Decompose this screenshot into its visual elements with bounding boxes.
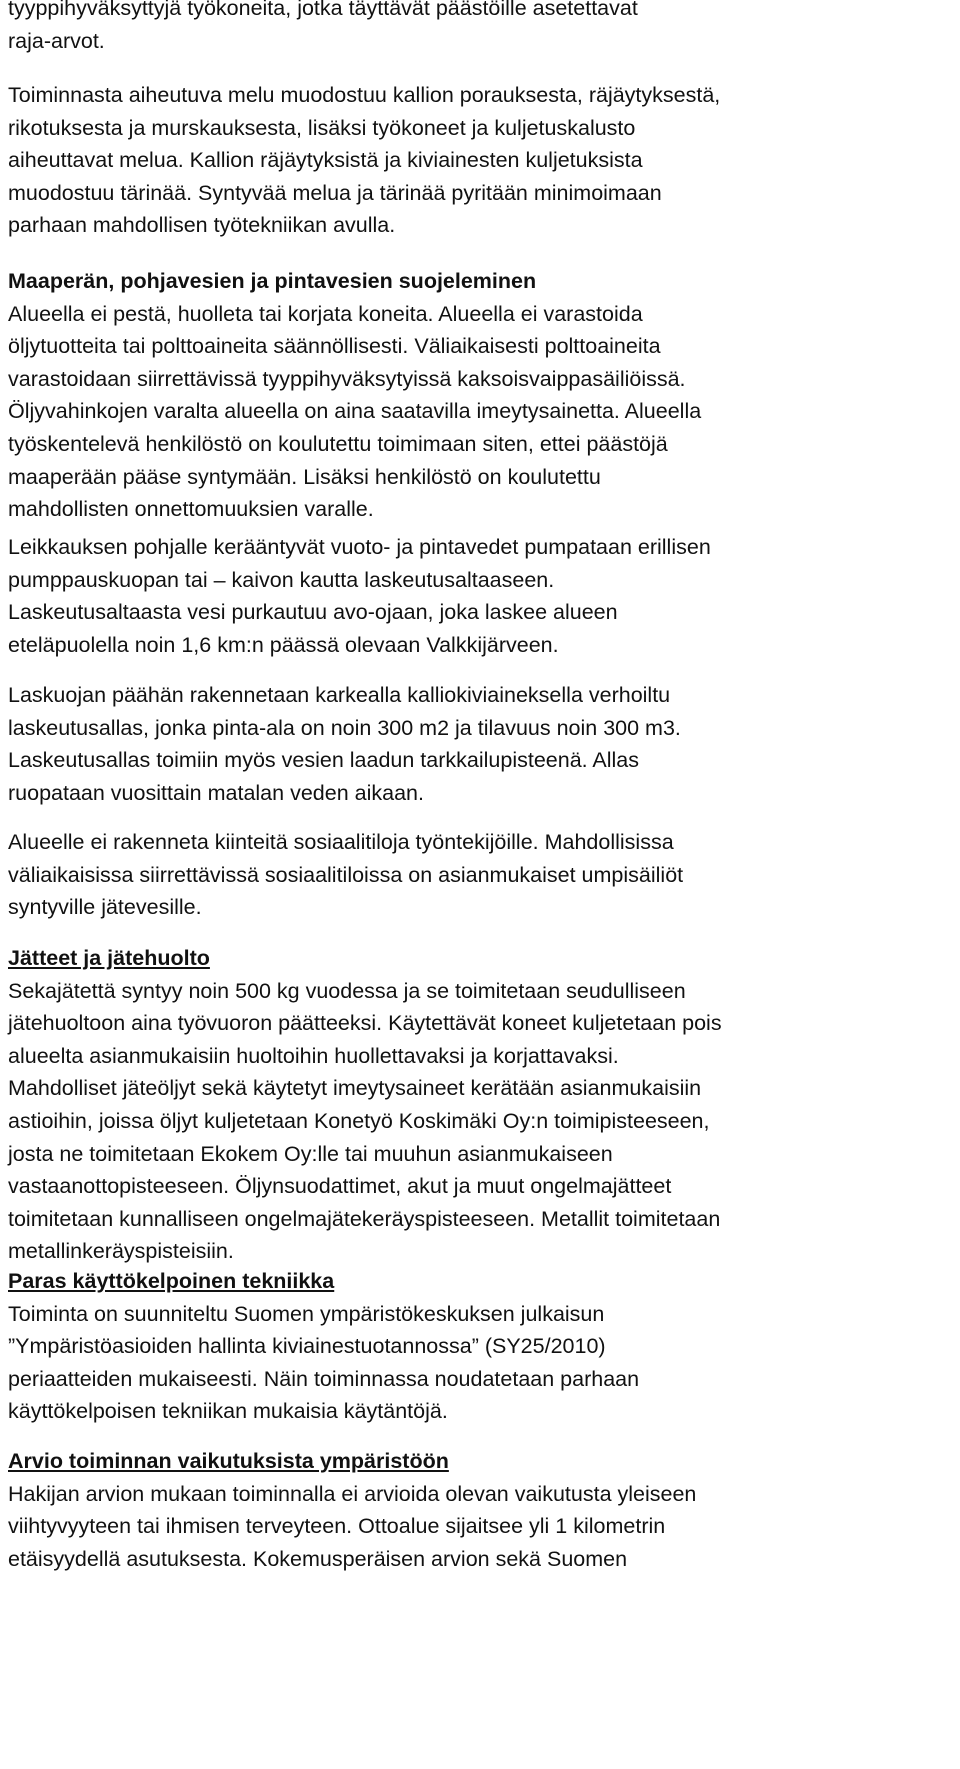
- text-line: mahdollisten onnettomuuksien varalle.: [8, 497, 374, 522]
- text-line: ”Ympäristöasioiden hallinta kiviainestuotannossa” (SY25/2010): [8, 1334, 606, 1359]
- text-line: työskentelevä henkilöstö on koulutettu toimimaan siten, ettei päästöjä: [8, 431, 668, 456]
- text-line: viihtyvyyteen tai ihmisen terveyteen. Ottoalue sijaitsee yli 1 kilometrin: [8, 1514, 666, 1539]
- text-line: pumppauskuopan tai – kaivon kautta laskeutusaltaaseen.: [8, 567, 555, 592]
- text-line: aiheuttavat melua. Kallion räjäytyksistä ja kiviainesten kuljetuksista: [8, 148, 643, 173]
- section-environmental-impact: [8, 1445, 696, 1575]
- text-line: käyttökelpoisen tekniikan mukaisia käytäntöjä.: [8, 1399, 448, 1424]
- text-line: Alueella ei pestä, huolleta tai korjata koneita. Alueella ei varastoida: [8, 301, 643, 326]
- text-line: vastaanottopisteeseen. Öljynsuodattimet, akut ja muut ongelmajätteet: [8, 1174, 672, 1199]
- text-line: josta ne toimitetaan Ekokem Oy:lle tai muuhun asianmukaiseen: [8, 1141, 613, 1166]
- text-line: etäisyydellä asutuksesta. Kokemusperäisen arvion sekä Suomen: [8, 1546, 628, 1571]
- text-line: laskeutusallas, jonka pinta-ala on noin 300 m2 ja tilavuus noin 300 m3.: [8, 715, 681, 740]
- paragraph-settling-basin: [8, 679, 681, 809]
- text-line: varastoidaan siirrettävissä tyyppihyväksytyissä kaksoisvaippasäiliöissä.: [8, 366, 686, 391]
- text-line: jätehuoltoon aina työvuoron päätteeksi. Käytettävät koneet kuljetetaan pois: [8, 1011, 722, 1036]
- text-line: Öljyvahinkojen varalta alueella on aina saatavilla imeytysainetta. Alueella: [8, 399, 702, 424]
- text-line: maaperään pääse syntymään. Lisäksi henkilöstö on koulutettu: [8, 464, 601, 489]
- text-line: muodostuu tärinää. Syntyvää melua ja tärinää pyritään minimoimaan: [8, 180, 662, 205]
- section-heading: Jätteet ja jätehuolto: [8, 946, 210, 970]
- paragraph-noise-vibration: [8, 79, 720, 242]
- paragraph-emissions-end: [8, 0, 638, 57]
- text-line: astioihin, joissa öljyt kuljetetaan Konetyö Koskimäki Oy:n toimipisteeseen,: [8, 1108, 710, 1133]
- section-heading: Paras käyttökelpoinen tekniikka: [8, 1269, 335, 1293]
- text-line: Laskeutusaltaasta vesi purkautuu avo-ojaan, joka laskee alueen: [8, 600, 618, 625]
- text-line: alueelta asianmukaisiin huoltoihin huollettavaksi ja korjattavaksi.: [8, 1043, 619, 1068]
- text-line: toimitetaan kunnalliseen ongelmajätekeräyspisteeseen. Metallit toimitetaan: [8, 1206, 721, 1231]
- text-line: periaatteiden mukaiseesti. Näin toiminnassa noudatetaan parhaan: [8, 1366, 640, 1391]
- section-best-available-technique: [8, 1265, 639, 1428]
- text-line: parhaan mahdollisen työtekniikan avulla.: [8, 213, 396, 238]
- text-line: Alueelle ei rakenneta kiinteitä sosiaalitiloja työntekijöille. Mahdollisissa: [8, 830, 674, 854]
- text-line: Laskuojan päähän rakennetaan karkealla kalliokiviaineksella verhoiltu: [8, 683, 671, 707]
- text-line: raja-arvot.: [8, 28, 105, 53]
- section-heading: Maaperän, pohjavesien ja pintavesien suojeleminen: [8, 269, 537, 293]
- text-line: väliaikaisissa siirrettävissä sosiaalitiloissa on asianmukaiset umpisäiliöt: [8, 862, 684, 887]
- text-line: Toiminnasta aiheutuva melu muodostuu kallion porauksesta, räjäytyksestä,: [8, 83, 721, 107]
- section-heading: Arvio toiminnan vaikutuksista ympäristöön: [8, 1449, 449, 1473]
- text-line: syntyville jätevesille.: [8, 895, 202, 920]
- section-waste-management: [8, 942, 722, 1268]
- text-line: Mahdolliset jäteöljyt sekä käytetyt imeytysaineet kerätään asianmukaisiin: [8, 1076, 702, 1101]
- text-line: rikotuksesta ja murskauksesta, lisäksi työkoneet ja kuljetuskalusto: [8, 115, 636, 140]
- text-line: metallinkeräyspisteisiin.: [8, 1239, 234, 1264]
- text-line: Sekajätettä syntyy noin 500 kg vuodessa ja se toimitetaan seudulliseen: [8, 978, 686, 1003]
- text-line: Toiminta on suunniteltu Suomen ympäristökeskuksen julkaisun: [8, 1301, 605, 1326]
- text-line: Leikkauksen pohjalle kerääntyvät vuoto- ja pintavedet pumpataan erillisen: [8, 535, 711, 559]
- paragraph-social-facilities: [8, 826, 683, 924]
- section-soil-water-protection: [8, 265, 701, 526]
- text-line: ruopataan vuosittain matalan veden aikaan.: [8, 780, 424, 805]
- paragraph-pumping: [8, 531, 711, 661]
- text-line: tyyppihyväksyttyjä työkoneita, jotka täyttävät päästöille asetettavat: [8, 0, 638, 20]
- text-line: Laskeutusallas toimiin myös vesien laadun tarkkailupisteenä. Allas: [8, 748, 640, 773]
- text-line: eteläpuolella noin 1,6 km:n päässä olevaan Valkkijärveen.: [8, 632, 559, 657]
- text-line: Hakijan arvion mukaan toiminnalla ei arvioida olevan vaikutusta yleiseen: [8, 1481, 697, 1506]
- text-line: öljytuotteita tai polttoaineita säännöllisesti. Väliaikaisesti polttoaineita: [8, 334, 661, 359]
